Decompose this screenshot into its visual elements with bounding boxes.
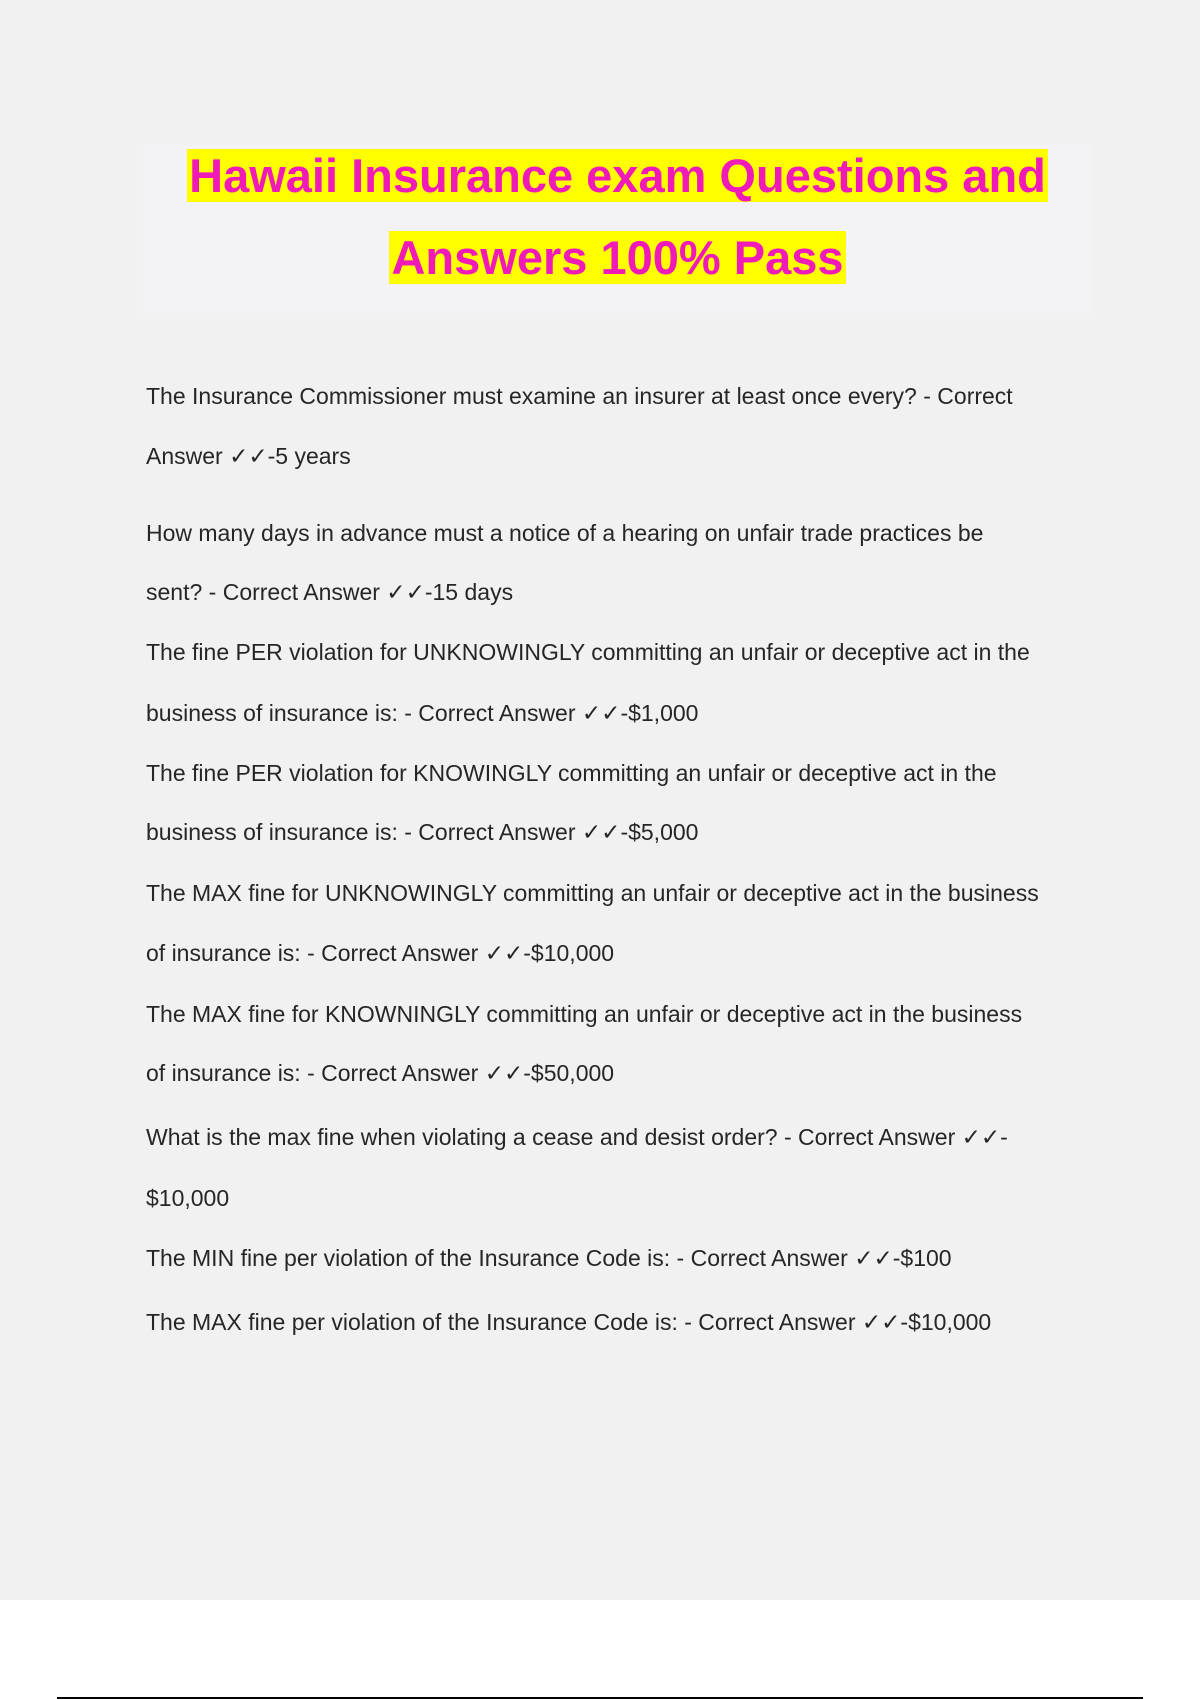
title-text-2: Answers 100% Pass xyxy=(391,231,844,284)
footer-divider xyxy=(57,1697,1143,1699)
question-3-line-1: The fine PER violation for UNKNOWINGLY committing an unfair or deceptive act in the xyxy=(146,639,1030,665)
question-9-line-1: The MAX fine per violation of the Insurance Code is: - Correct Answer ✓✓-$10,000 xyxy=(146,1309,992,1335)
question-1-line-1: The Insurance Commissioner must examine an insurer at least once every? - Correct xyxy=(146,383,1013,409)
question-2-line-1: How many days in advance must a notice of a hearing on unfair trade practices be xyxy=(146,520,984,546)
question-7-line-1: What is the max fine when violating a cease and desist order? - Correct Answer ✓✓- xyxy=(146,1124,1008,1150)
question-7-line-2: $10,000 xyxy=(146,1185,230,1211)
question-8-line-1: The MIN fine per violation of the Insurance Code is: - Correct Answer ✓✓-$100 xyxy=(146,1245,952,1271)
question-4-line-1: The fine PER violation for KNOWINGLY committing an unfair or deceptive act in the xyxy=(146,760,997,786)
question-6-line-1: The MAX fine for KNOWNINGLY committing an unfair or deceptive act in the business xyxy=(146,1001,1023,1027)
question-2-line-2: sent? - Correct Answer ✓✓-15 days xyxy=(146,579,514,605)
title-text-1: Hawaii Insurance exam Questions and xyxy=(189,149,1046,202)
question-1-line-2: Answer ✓✓-5 years xyxy=(146,443,351,469)
question-5-line-1: The MAX fine for UNKNOWINGLY committing an unfair or deceptive act in the business xyxy=(146,880,1039,906)
question-6-line-2: of insurance is: - Correct Answer ✓✓-$50,000 xyxy=(146,1060,615,1086)
question-3-line-2: business of insurance is: - Correct Answer ✓✓-$1,000 xyxy=(146,700,699,726)
question-5-line-2: of insurance is: - Correct Answer ✓✓-$10,000 xyxy=(146,940,615,966)
title-line-2 xyxy=(143,230,1092,286)
question-4-line-2: business of insurance is: - Correct Answer ✓✓-$5,000 xyxy=(146,819,699,845)
title-line-1 xyxy=(143,148,1092,204)
title-block xyxy=(143,145,1092,313)
